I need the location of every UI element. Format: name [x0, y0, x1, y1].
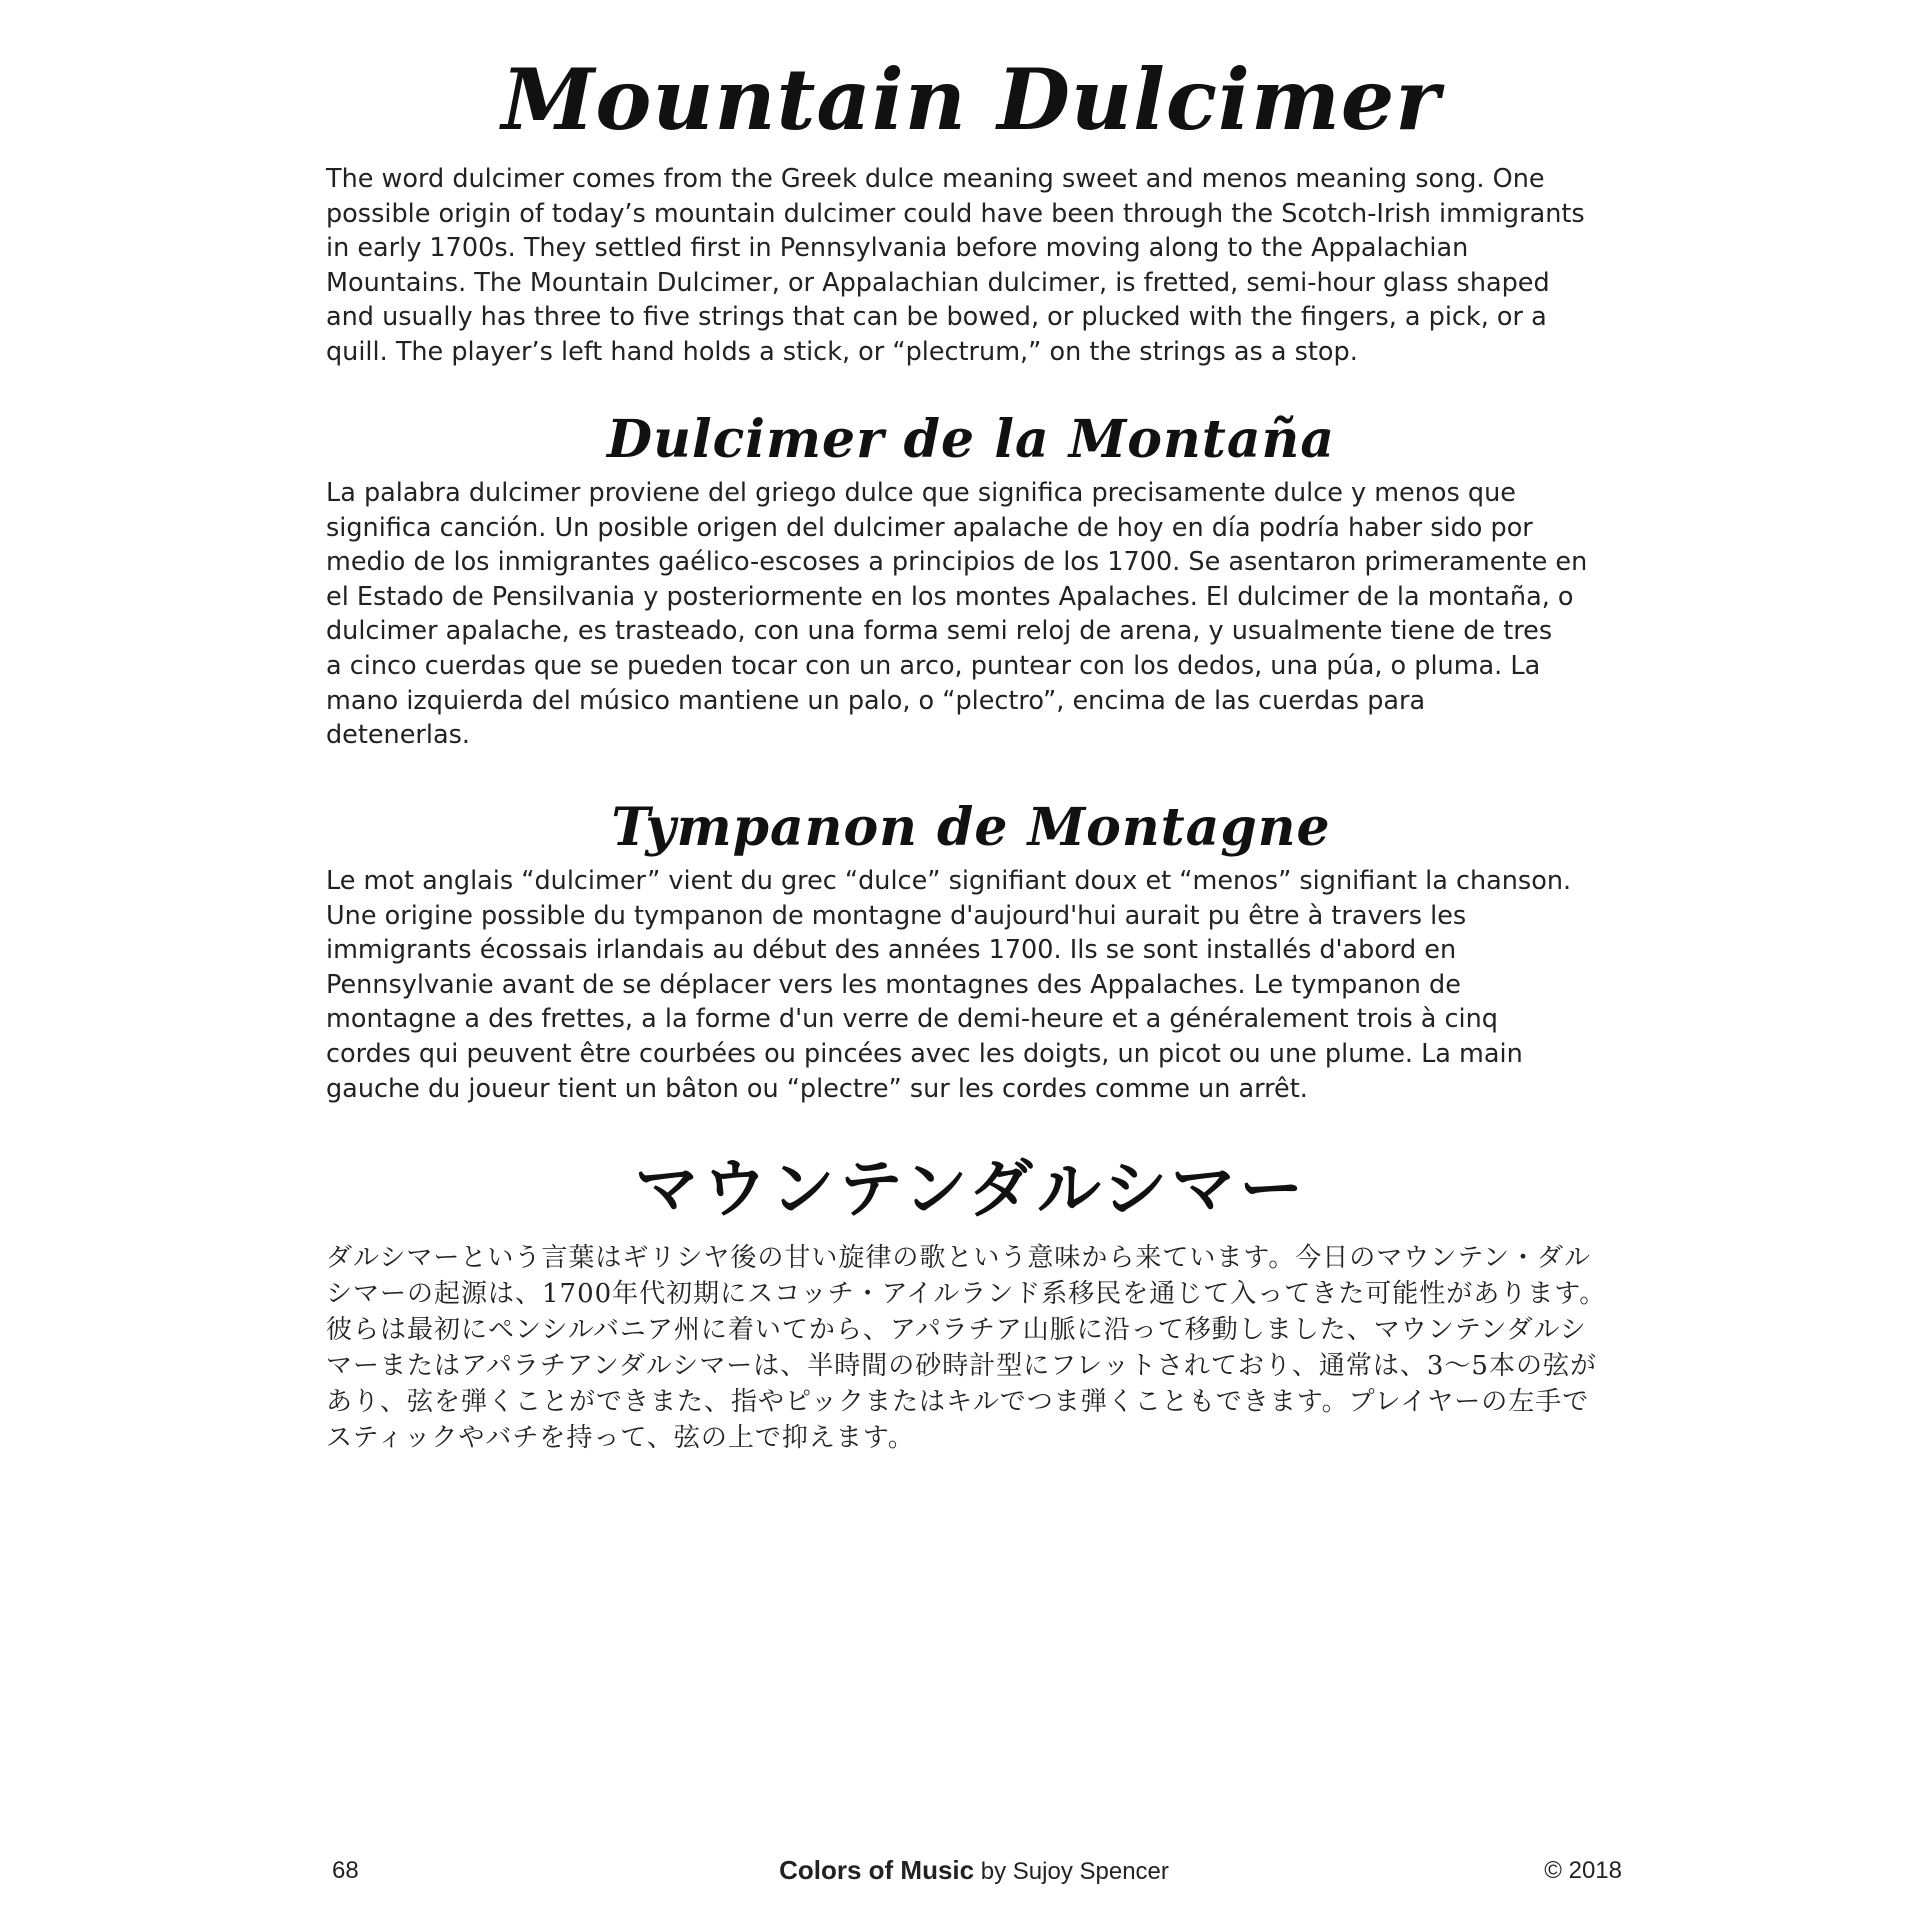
- copyright: © 2018: [1544, 1857, 1622, 1884]
- french-line: montagne a des frettes, a la forme d'un verre de demi-heure et a généralement trois à cinq: [326, 1004, 1498, 1035]
- french-section: [326, 797, 1616, 1106]
- french-line: Pennsylvanie avant de se déplacer vers les montagnes des Appalaches. Le tympanon de: [326, 969, 1461, 1000]
- page-number: 68: [332, 1857, 359, 1884]
- french-line: Le mot anglais “dulcimer” vient du grec “dulce” signifiant doux et “menos” signifiant la chanson.: [326, 866, 1572, 896]
- english-line: and usually has three to five strings that can be bowed, or plucked with the fingers, a pick, or a: [326, 302, 1547, 333]
- japanese-line: 彼らは最初にペンシルバニア州に着いてから、アパラチア山脈に沿って移動しました、マウンテンダルシ: [326, 1315, 1587, 1345]
- french-line: cordes qui peuvent être courbées ou pincées avec les doigts, un picot ou une plume. La main: [326, 1038, 1523, 1069]
- page-footer: [326, 1855, 1622, 1895]
- english-line: Mountains. The Mountain Dulcimer, or Appalachian dulcimer, is fretted, semi-hour glass shaped: [326, 267, 1550, 298]
- japanese-line: シマーの起源は、1700年代初期にスコッチ・アイルランド系移民を通じて入ってきた可能性があります。: [326, 1279, 1607, 1309]
- footer-credit: [326, 1855, 1622, 1886]
- japanese-line: あり、弦を弾くことができまた、指やピックまたはキルでつま弾くこともできます。プレイヤーの左手で: [326, 1387, 1590, 1417]
- spanish-title: Dulcimer de la Montaña: [606, 409, 1336, 470]
- french-line: Une origine possible du tympanon de montagne d'aujourd'hui aurait pu être à travers les: [326, 900, 1467, 931]
- english-body: [326, 162, 1616, 370]
- french-line: immigrants écossais irlandais au début des années 1700. Ils se sont installés d'abord en: [326, 935, 1457, 966]
- spanish-line: a cinco cuerdas que se pueden tocar con un arco, puntear con los dedos, una púa, o pluma. La: [326, 650, 1541, 681]
- french-line: gauche du joueur tient un bâton ou “plectre” sur les cordes comme un arrêt.: [326, 1073, 1308, 1104]
- japanese-line: マーまたはアパラチアンダルシマーは、半時間の砂時計型にフレットされており、通常は、3〜5本の弦が: [326, 1351, 1597, 1381]
- japanese-title: マウンテンダルシマー: [634, 1153, 1308, 1227]
- french-title: Tympanon de Montagne: [611, 797, 1331, 858]
- english-line: quill. The player’s left hand holds a stick, or “plectrum,” on the strings as a stop.: [326, 336, 1358, 367]
- japanese-section: [326, 1153, 1616, 1456]
- spanish-line: detenerlas.: [326, 720, 470, 751]
- japanese-body: [326, 1240, 1616, 1456]
- spanish-line: significa canción. Un posible origen del dulcimer apalache de hoy en día podría haber sido por: [326, 512, 1533, 543]
- page-title: Mountain Dulcimer: [501, 50, 1441, 149]
- spanish-line: La palabra dulcimer proviene del griego dulce que significa precisamente dulce y menos que: [326, 478, 1516, 508]
- japanese-line: ダルシマーという言葉はギリシヤ後の甘い旋律の歌という意味から来ています。今日のマウンテン・ダル: [326, 1243, 1591, 1273]
- french-body: [326, 864, 1616, 1106]
- spanish-section: [326, 409, 1616, 753]
- spanish-line: mano izquierda del músico mantiene un palo, o “plectro”, encima de las cuerdas para: [326, 685, 1426, 716]
- english-line: in early 1700s. They settled first in Pennsylvania before moving along to the Appalachian: [326, 233, 1469, 264]
- spanish-line: dulcimer apalache, es trasteado, con una forma semi reloj de arena, y usualmente tiene de tres: [326, 616, 1553, 647]
- english-line: The word dulcimer comes from the Greek dulce meaning sweet and menos meaning song. One: [326, 164, 1545, 194]
- byline: by Sujoy Spencer: [974, 1858, 1169, 1885]
- spanish-line: el Estado de Pensilvania y posteriormente en los montes Apalaches. El dulcimer de la montaña, o: [326, 581, 1574, 612]
- spanish-line: medio de los inmigrantes gaélico-escoses a principios de los 1700. Se asentaron primeramente en: [326, 547, 1588, 578]
- spanish-body: [326, 476, 1616, 753]
- english-line: possible origin of today’s mountain dulcimer could have been through the Scotch-Irish immigrants: [326, 198, 1585, 229]
- english-section: [326, 50, 1616, 370]
- book-title: Colors of Music: [779, 1855, 975, 1885]
- japanese-line: スティックやバチを持って、弦の上で抑えます。: [326, 1423, 915, 1453]
